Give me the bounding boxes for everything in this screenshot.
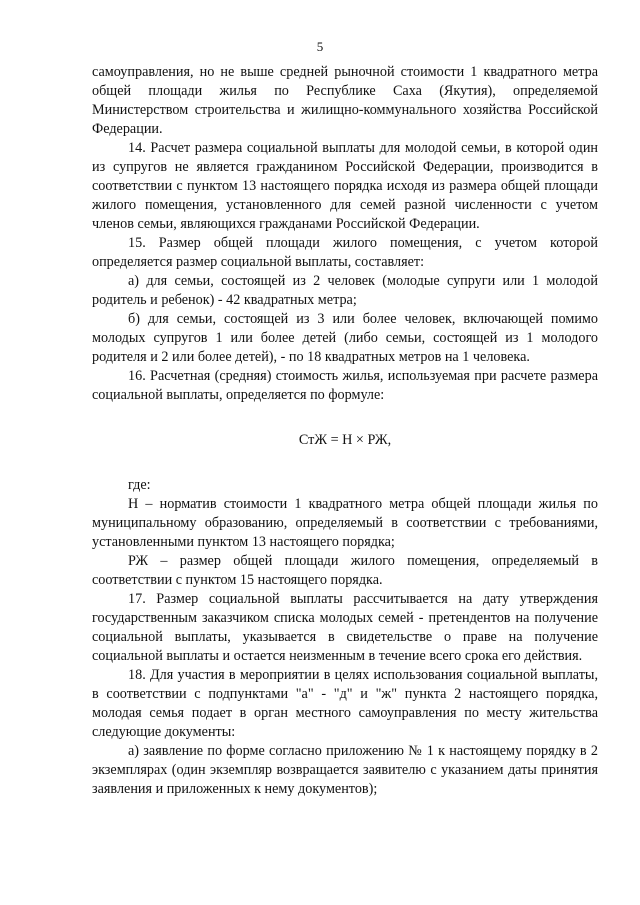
definition-rzh: РЖ – размер общей площади жилого помещения, определяемый в соответствии с пунктом 15 настоящего порядка.	[92, 553, 598, 588]
formula: СтЖ = Н × РЖ,	[298, 432, 392, 448]
paragraph-16: 16. Расчетная (средняя) стоимость жилья, используемая при расчете размера социальной выплаты, определяется по формуле:	[92, 368, 598, 403]
paragraph-18: 18. Для участия в мероприятии в целях использования социальной выплаты, в соответствии с подпунктами "а" - "д" и "ж" пункта 2 настоящего порядка, молодая семья подает в орган местного самоуправления по месту жительства следующие документы:	[92, 667, 598, 740]
paragraph-15-a: а) для семьи, состоящей из 2 человек (молодые супруги или 1 молодой родитель и ребенок) - 42 квадратных метра;	[92, 273, 598, 308]
page-number: 5	[316, 39, 324, 54]
paragraph-17: 17. Размер социальной выплаты рассчитывается на дату утверждения государственным заказчиком списка молодых семей - претендентов на получение социальной выплаты, указывается в свидетельстве о праве на получение социальной выплаты и остается неизменным в течение всего срока его действия.	[92, 591, 598, 664]
paragraph-15-b: б) для семьи, состоящей из 3 или более человек, включающей помимо молодых супругов 1 или более детей (либо семьи, состоящей из 1 молодого родителя и 2 или более детей), - по 18 квадратных метров на 1 человека.	[92, 311, 598, 365]
paragraph-where: где:	[128, 477, 151, 493]
definition-n: Н – норматив стоимости 1 квадратного метра общей площади жилья по муниципальному образованию, определяемый в соответствии с требованиями, установленными пунктом 13 настоящего порядка;	[92, 496, 598, 550]
document-body	[92, 63, 598, 799]
paragraph-15: 15. Размер общей площади жилого помещения, с учетом которой определяется размер социальной выплаты, составляет:	[92, 235, 598, 270]
paragraph-continuation: самоуправления, но не выше средней рыночной стоимости 1 квадратного метра общей площади жилья по Республике Саха (Якутия), определяемой Министерством строительства и жилищно-коммунального хозяйства Российской Федерации.	[92, 64, 598, 137]
paragraph-18-a: а) заявление по форме согласно приложению № 1 к настоящему порядку в 2 экземплярах (один экземпляр возвращается заявителю с указанием даты принятия заявления и приложенных к нему документов);	[92, 743, 598, 797]
paragraph-14: 14. Расчет размера социальной выплаты для молодой семьи, в которой один из супругов не является гражданином Российской Федерации, производится в соответствии с пунктом 13 настоящего порядка исходя из размера общей площади жилого помещения, установленного для семей разной численности с учетом членов семьи, являющихся гражданами Российской Федерации.	[92, 140, 598, 232]
